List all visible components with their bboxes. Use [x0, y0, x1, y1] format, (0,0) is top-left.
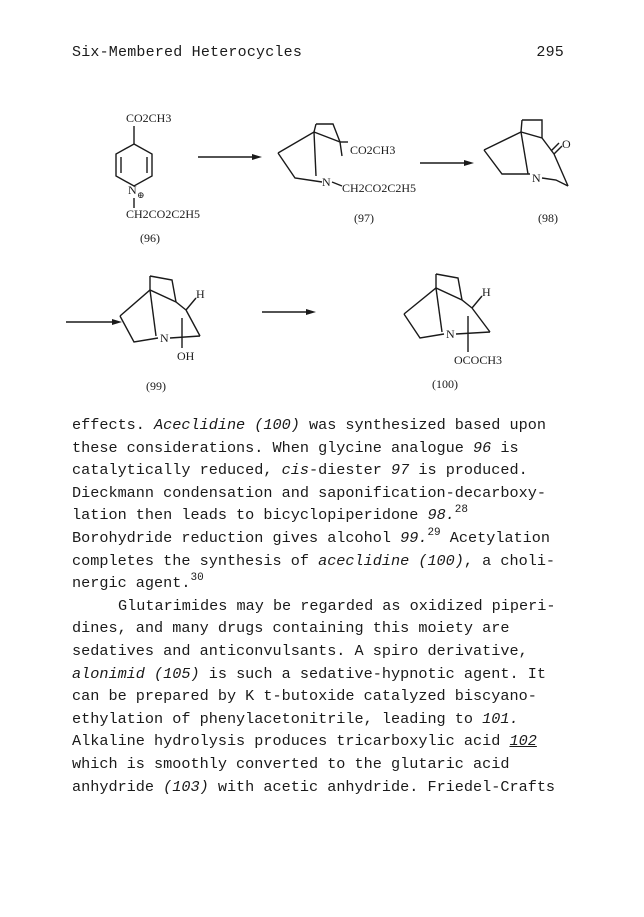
compound-98 [484, 120, 571, 225]
page-number: 295 [536, 44, 564, 61]
c100-ring-right [456, 332, 490, 334]
c99-hydroxyl: OH [177, 349, 195, 363]
compound-99 [120, 276, 205, 393]
c98-ring-bottom [484, 150, 530, 174]
c97-n-substituent: CH2CO2C2H5 [342, 181, 417, 195]
c98-bridge [521, 132, 528, 174]
c97-ring-top [278, 132, 342, 156]
text-line: effects. Aceclidine (100) was synthesized based upon [72, 416, 546, 434]
arrow-4 [262, 309, 316, 315]
c99-label: (99) [146, 379, 166, 393]
c98-ring-right [542, 178, 568, 186]
text-line: Alkaline hydrolysis produces tricarboxylic acid 102 [72, 732, 537, 751]
c100-ring-bottom [404, 314, 444, 338]
c98-label: (98) [538, 211, 558, 225]
reaction-scheme [0, 90, 644, 400]
arrow-2 [420, 160, 474, 166]
c99-hydrogen: H [196, 287, 205, 301]
text-line: ethylation of phenylacetonitrile, leading to 101. [72, 709, 519, 728]
c100-bridge-top [436, 274, 462, 300]
arrow-1 [198, 154, 262, 160]
citation: 28 [454, 504, 468, 517]
text-line: can be prepared by K t-butoxide catalyzed biscyano- [72, 687, 537, 706]
text-line: completes the synthesis of aceclidine (100), a choli- [72, 551, 556, 570]
c100-hydrogen: H [482, 285, 491, 299]
text-line: alonimid (105) is such a sedative-hypnotic agent. It [72, 664, 546, 683]
page-header [72, 44, 564, 61]
c97-nitrogen: N [322, 175, 331, 189]
compound-100 [404, 274, 502, 391]
c97-ester-label: CO2CH3 [350, 143, 396, 157]
c99-bridge-top [150, 276, 176, 302]
c100-h-bond [472, 296, 482, 308]
c96-charge: ⊕ [137, 190, 145, 200]
text-line: anhydride (103) with acetic anhydride. Friedel-Crafts [72, 777, 556, 796]
text-line: catalytically reduced, cis-diester 97 is produced. [72, 461, 528, 480]
compound-97 [278, 124, 416, 225]
c96-n-substituent: CH2CO2C2H5 [126, 207, 201, 221]
text-line: Glutarimides may be regarded as oxidized piperi- [118, 596, 556, 615]
body-text [72, 414, 582, 798]
citation: 29 [427, 526, 441, 539]
text-line: these considerations. When glycine analogue 96 is [72, 438, 519, 457]
running-title: Six-Membered Heterocycles [72, 44, 303, 61]
arrow-3 [66, 319, 122, 325]
c96-ester-label: CO2CH3 [126, 111, 172, 125]
text-line: nergic agent.$^{30}$ [72, 572, 204, 593]
c96-label: (96) [140, 231, 160, 245]
text-line: Dieckmann condensation and saponification-decarboxy- [72, 483, 546, 502]
c99-nitrogen: N [160, 331, 169, 345]
c100-bridge [436, 288, 442, 332]
c97-label: (97) [354, 211, 374, 225]
c100-acetoxy: OCOCH3 [454, 353, 503, 367]
c100-label: (100) [432, 377, 458, 391]
citation: 30 [190, 572, 204, 585]
c99-bridge [150, 290, 156, 336]
text-line: sedatives and anticonvulsants. A spiro derivative, [72, 641, 528, 660]
c98-oxygen: O [562, 137, 571, 151]
text-line: which is smoothly converted to the glutaric acid [72, 754, 510, 773]
c98-nitrogen: N [532, 171, 541, 185]
c99-h-bond [186, 298, 196, 310]
c100-nitrogen: N [446, 327, 455, 341]
compound-96 [116, 111, 200, 245]
text-line: Borohydride reduction gives alcohol 99.29 Acetylation [72, 526, 551, 547]
c98-ring-top [484, 132, 554, 154]
c97-bridge [314, 132, 316, 176]
text-line: lation then leads to bicyclopiperidone 98.28 [72, 504, 468, 525]
c97-bridge-top [316, 124, 340, 142]
c96-nitrogen: N [128, 183, 137, 197]
text-line: dines, and many drugs containing this moiety are [72, 619, 510, 638]
c99-ring-right [170, 336, 200, 338]
c99-ring-bottom [120, 316, 158, 342]
